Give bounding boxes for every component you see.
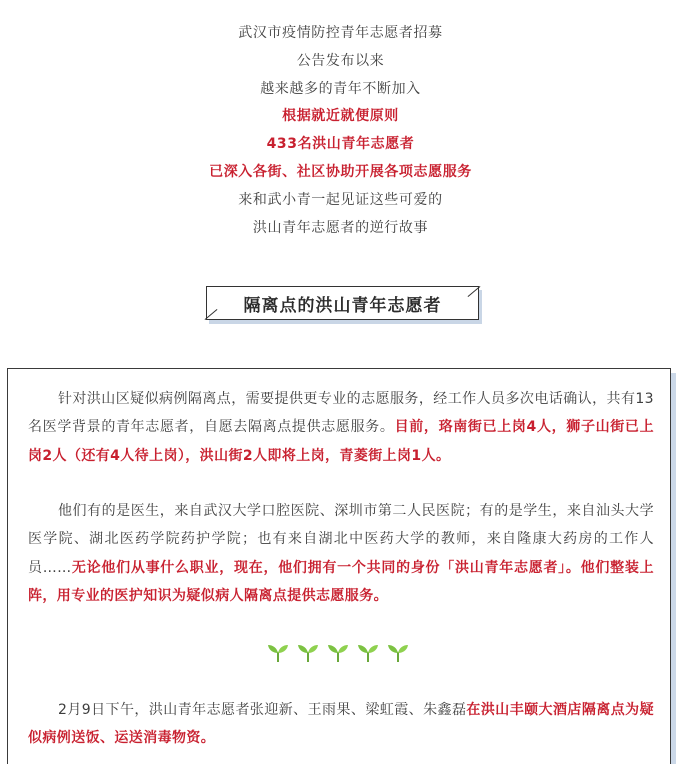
intro-line-1: 武汉市疫情防控青年志愿者招募 (238, 25, 443, 41)
section-title-banner (206, 286, 482, 324)
sprout-icon (386, 640, 410, 664)
section-title: 隔离点的洪山青年志愿者 (243, 295, 442, 316)
paragraph-3 (28, 696, 654, 753)
sprout-icon (326, 640, 350, 664)
paragraph-2-highlight: 无论他们从事什么职业，现在，他们拥有一个共同的身份「洪山青年志愿者」。他们整装上阵，用专业的医护知识为疑似病人隔离点提供志愿服务。 (28, 559, 655, 605)
title-corner-decoration (205, 309, 218, 320)
section-title-box (206, 286, 479, 320)
paragraph-1-text: 针对洪山区疑似病例隔离点，需要提供更专业的志愿服务，经工作人员多次电话确认，共有13名医学背景的青年志愿者，自愿去隔离点提供志愿服务。 (28, 391, 654, 436)
paragraph-2-text: 他们有的是医生，来自武汉大学口腔医院、深圳市第二人民医院；有的是学生，来自汕头大学医学院、湖北医药学院药护学院；也有来自湖北中医药大学的教师，来自隆康大药房的工作人员…… (28, 503, 654, 576)
sprout-icon (266, 640, 290, 664)
paragraph-2 (28, 497, 654, 611)
paragraph-3-highlight: 在洪山丰颐大酒店隔离点为疑似病例送饭、运送消毒物资。 (28, 702, 654, 747)
sprout-divider (266, 640, 410, 664)
paragraph-3-text: 2月9日下午，洪山青年志愿者张迎新、王雨果、梁虹霞、朱鑫磊 (58, 702, 467, 718)
title-corner-decoration (468, 286, 481, 297)
sprout-icon (296, 640, 320, 664)
intro-line-7: 来和武小青一起见证这些可爱的 (238, 191, 443, 208)
intro-line-8: 洪山青年志愿者的逆行故事 (252, 219, 429, 236)
intro-line-4: 根据就近就便原则 (282, 108, 399, 125)
sprout-icon (356, 640, 380, 664)
intro-line-3: 越来越多的青年不断加入 (260, 80, 421, 97)
story-card (7, 368, 671, 764)
intro-line-6: 已深入各街、社区协助开展各项志愿服务 (209, 163, 472, 180)
intro-text-block (0, 20, 681, 242)
paragraph-1 (28, 385, 654, 470)
intro-line-5: 433名洪山青年志愿者 (266, 136, 415, 153)
intro-line-2: 公告发布以来 (296, 52, 385, 69)
paragraph-1-highlight: 目前，珞南街已上岗4人，狮子山街已上岗2人（还有4人待上岗），洪山街2人即将上岗，青菱街上岗1人。 (28, 419, 654, 464)
